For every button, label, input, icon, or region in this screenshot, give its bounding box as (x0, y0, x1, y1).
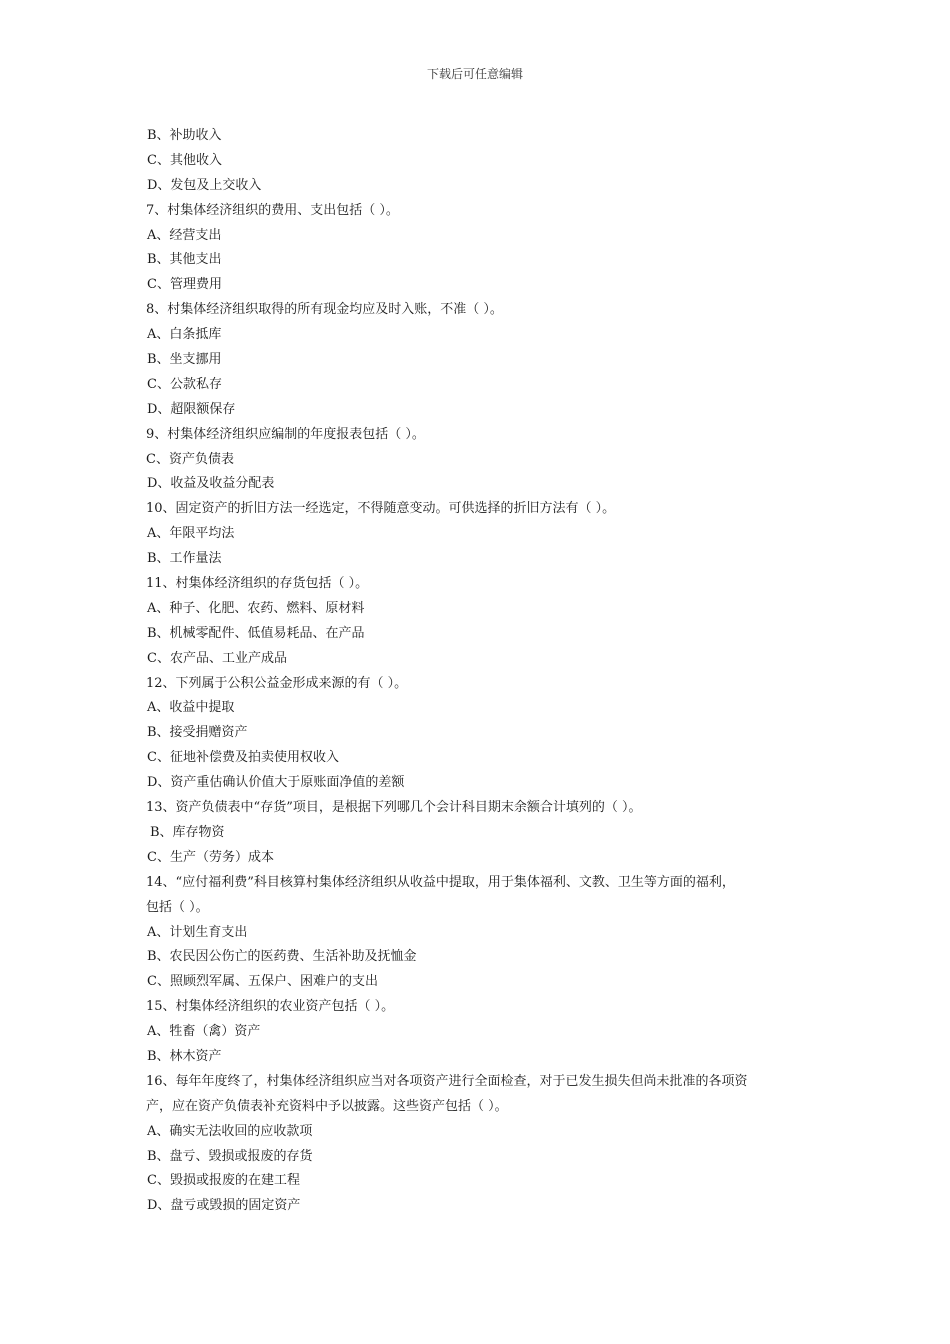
option-line: C、征地补偿费及拍卖使用权收入 (147, 750, 339, 766)
question-line: 7、村集体经济组织的费用、支出包括（ ）。 (146, 202, 399, 218)
question-line: 包括（ ）。 (146, 899, 209, 915)
option-line: A、种子、化肥、农药、燃料、原材料 (147, 600, 365, 616)
question-line: 11、村集体经济组织的存货包括（ ）。 (146, 576, 369, 592)
option-line: C、照顾烈军属、五保户、困难户的支出 (147, 974, 378, 990)
option-line: C、毁损或报废的在建工程 (147, 1173, 300, 1189)
question-line: 12、下列属于公积公益金形成来源的有（ ）。 (146, 675, 408, 691)
option-line: A、年限平均法 (147, 526, 235, 542)
question-line: 10、固定资产的折旧方法一经选定，不得随意变动。可供选择的折旧方法有（ ）。 (146, 501, 616, 517)
question-line: 13、资产负债表中“存货”项目，是根据下列哪几个会计科目期末余额合计填列的（ ）。 (146, 800, 642, 816)
option-line: D、盘亏或毁损的固定资产 (147, 1198, 301, 1214)
document-body (146, 124, 806, 1219)
option-line: D、超限额保存 (147, 401, 236, 417)
option-line: A、白条抵库 (147, 327, 222, 343)
option-line: D、发包及上交收入 (147, 177, 262, 193)
page-header: 下载后可任意编辑 (426, 67, 523, 81)
option-line: B、库存物资 (150, 824, 225, 840)
option-line: C、管理费用 (147, 277, 222, 293)
option-line: B、坐支挪用 (147, 352, 222, 368)
question-line: 14、“应付福利费”科目核算村集体经济组织从收益中提取，用于集体福利、文教、卫生等方面的福利， (146, 874, 735, 890)
option-line: A、牲畜（禽）资产 (147, 1024, 261, 1040)
option-line: B、农民因公伤亡的医药费、生活补助及抚恤金 (147, 949, 417, 965)
question-line: 16、每年年度终了，村集体经济组织应当对各项资产进行全面检查，对于已发生损失但尚未批准的各项资 (146, 1073, 748, 1089)
question-line: C、资产负债表 (146, 451, 234, 467)
option-line: A、经营支出 (147, 227, 222, 243)
option-line: B、机械零配件、低值易耗品、在产品 (147, 625, 365, 641)
option-line: B、接受捐赠资产 (147, 725, 248, 741)
option-line: C、其他收入 (147, 152, 222, 168)
option-line: B、工作量法 (147, 551, 222, 567)
option-line: A、计划生育支出 (147, 924, 248, 940)
option-line: C、农产品、工业产成品 (147, 650, 287, 666)
option-line: D、收益及收益分配表 (147, 476, 275, 492)
question-line: 产，应在资产负债表补充资料中予以披露。这些资产包括（ ）。 (146, 1098, 508, 1114)
option-line: B、林木资产 (147, 1048, 222, 1064)
option-line: B、其他支出 (147, 252, 222, 268)
option-line: B、盘亏、毁损或报废的存货 (147, 1148, 313, 1164)
option-line: D、资产重估确认价值大于原账面净值的差额 (147, 775, 405, 791)
option-line: A、确实无法收回的应收款项 (147, 1123, 313, 1139)
question-line: 8、村集体经济组织取得的所有现金均应及时入账，不准（ ）。 (146, 302, 503, 318)
option-line: C、生产（劳务）成本 (147, 849, 274, 865)
question-line: 15、村集体经济组织的农业资产包括（ ）。 (146, 999, 395, 1015)
option-line: B、补助收入 (147, 128, 222, 143)
option-line: C、公款私存 (147, 376, 222, 392)
option-line: A、收益中提取 (147, 700, 235, 716)
question-line: 9、村集体经济组织应编制的年度报表包括（ ）。 (146, 426, 425, 442)
